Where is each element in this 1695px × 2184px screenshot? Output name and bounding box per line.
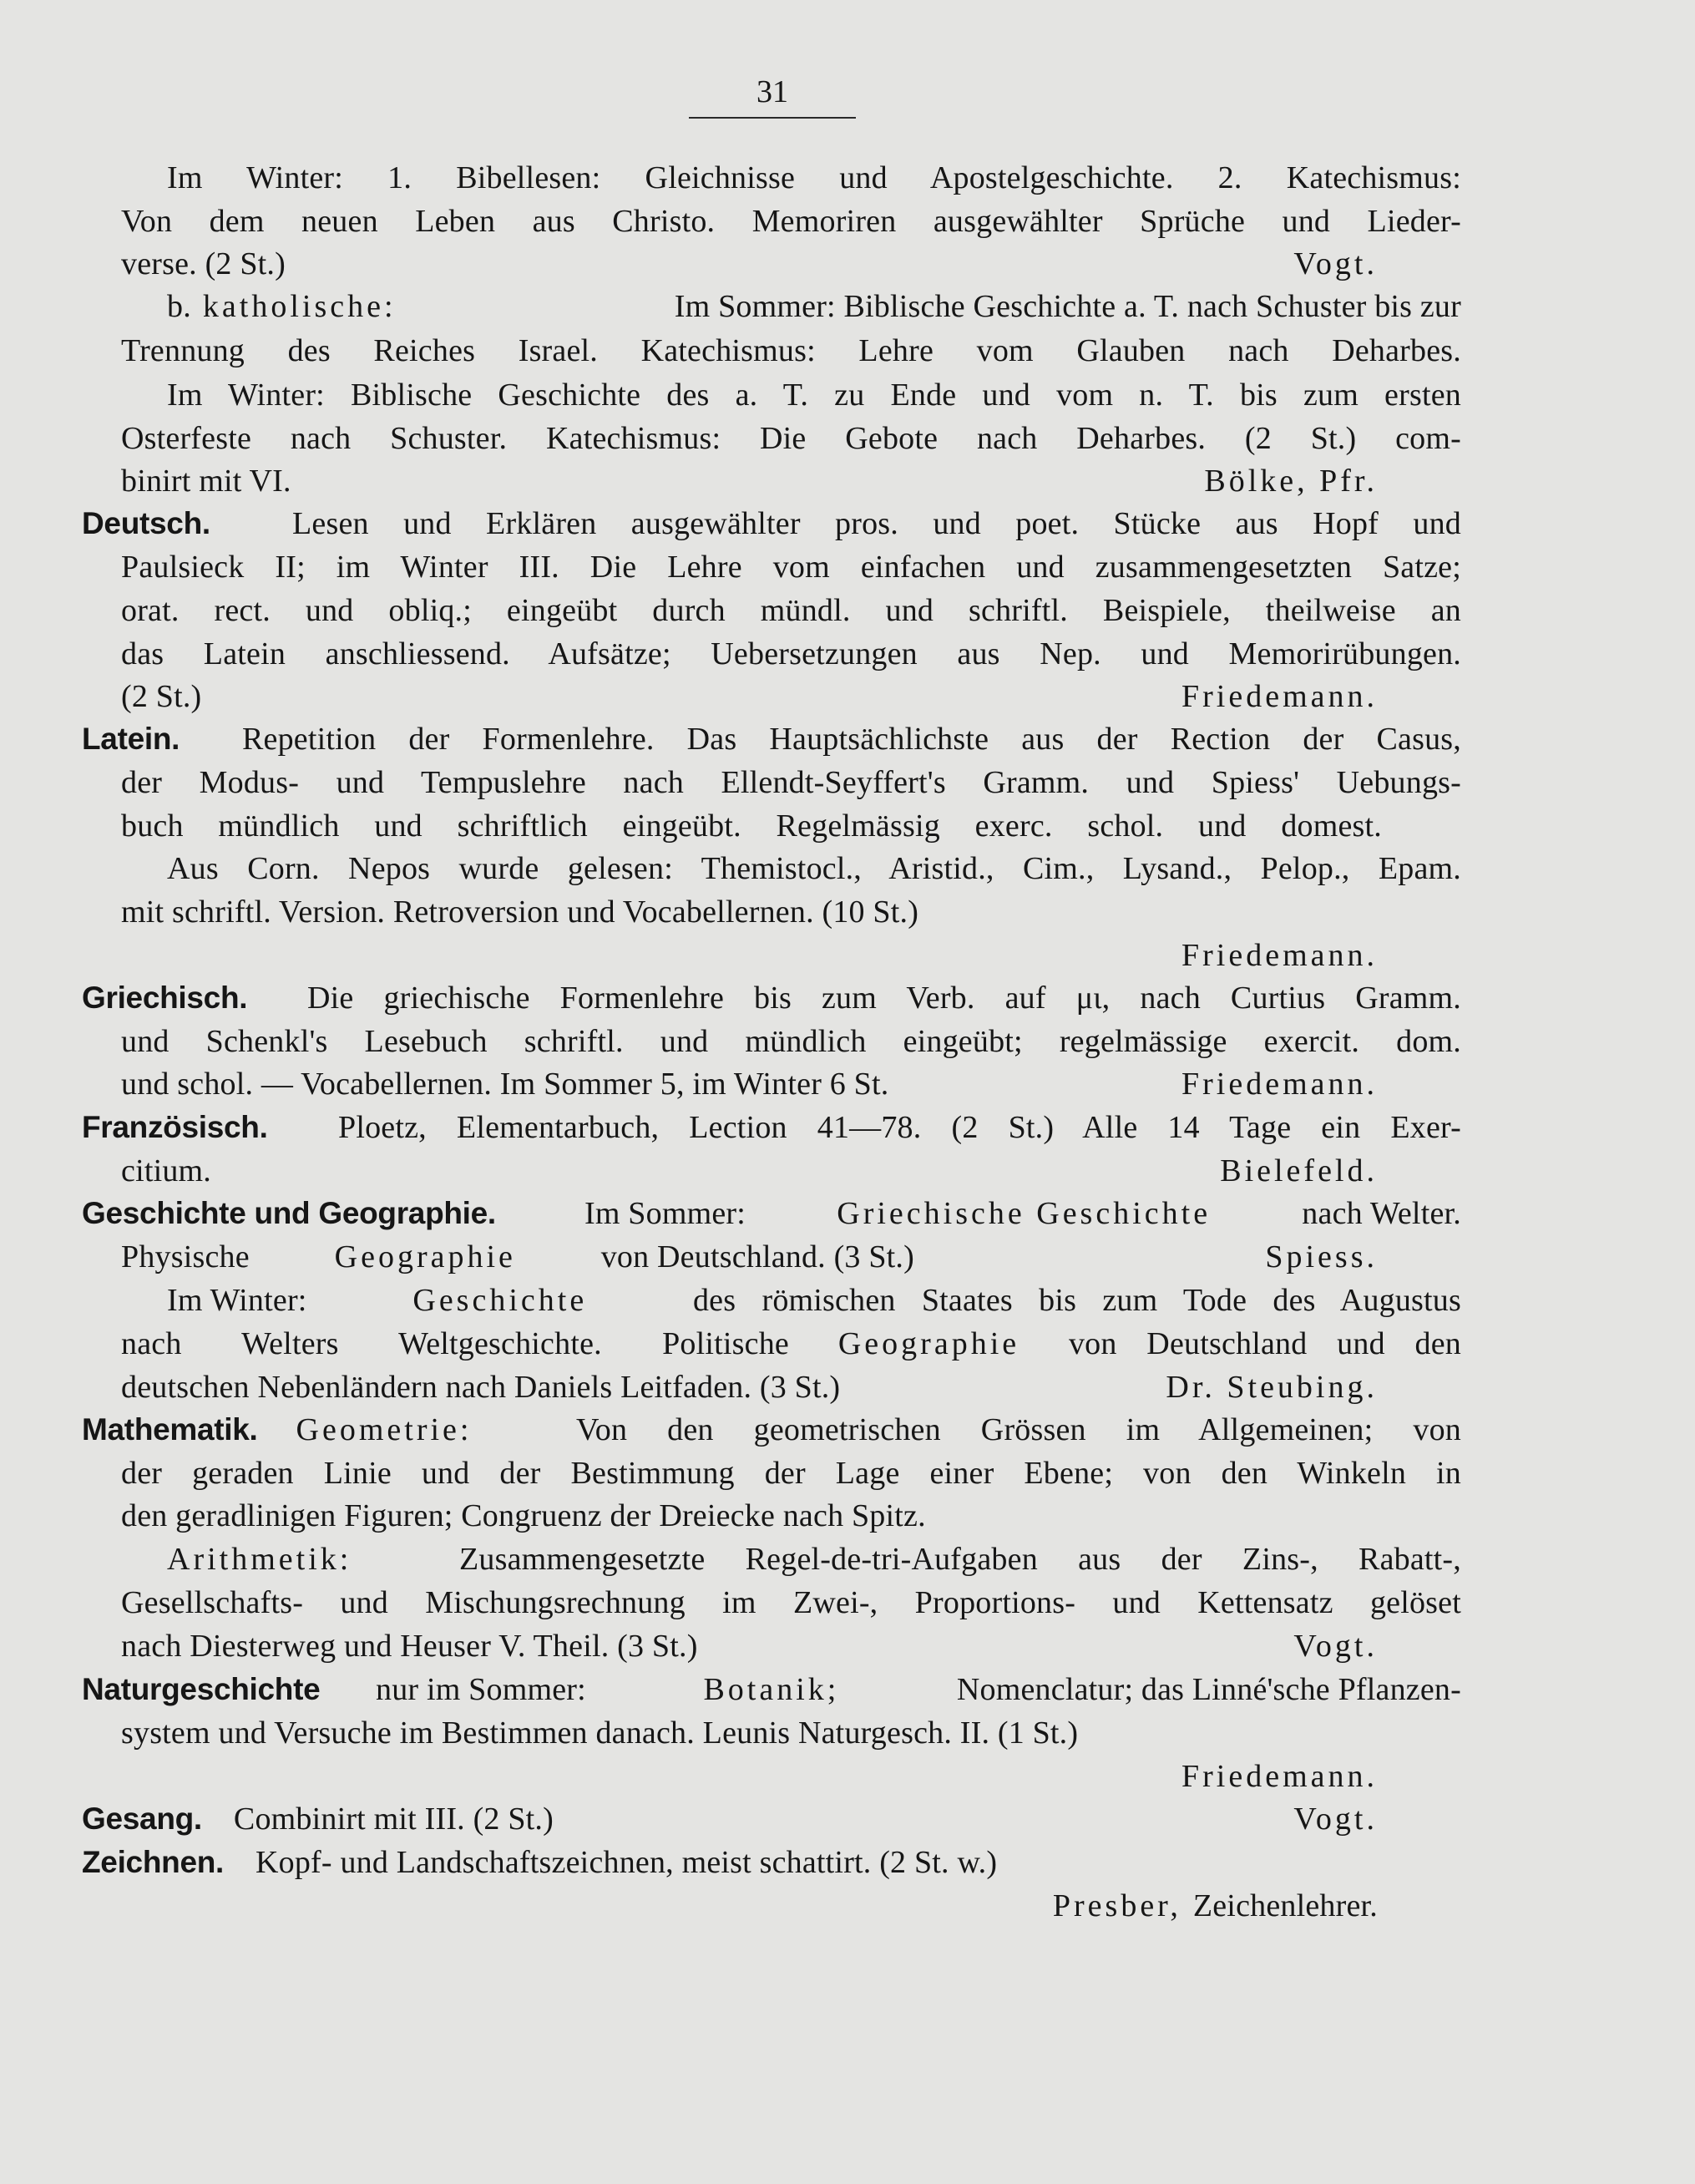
teacher-name: Vogt. — [1293, 246, 1378, 281]
text-line: Paulsieck II; im Winter III. Die Lehre vom einfachen und zusammengesetzten Satze; — [121, 550, 1461, 585]
text-span: Botanik; — [703, 1672, 840, 1707]
text-span: Ploetz, Elementarbuch, Lection 41—78. (2 St.) Alle 14 Tage ein Exer- — [338, 1110, 1461, 1145]
teacher-name: Friedemann. — [1181, 938, 1378, 973]
section-heading: Latein. — [82, 722, 180, 756]
text-span: Repetition der Formenlehre. Das Hauptsächlichste aus der Rection der Casus, — [242, 722, 1461, 757]
text-line: system und Versuche im Bestimmen danach. Leunis Naturgesch. II. (1 St.) — [121, 1715, 1079, 1751]
teacher-name: Friedemann. — [1181, 1759, 1378, 1794]
text-span: Presber, — [1052, 1888, 1181, 1923]
teacher-name: Bielefeld. — [1220, 1153, 1378, 1188]
text-line: nach Diesterweg und Heuser V. Theil. (3 St.) — [121, 1629, 698, 1664]
section-gesang — [82, 1798, 554, 1840]
text-line: verse. (2 St.) — [121, 246, 286, 281]
text-span: Combinirt mit III. (2 St.) — [233, 1801, 554, 1837]
text-span: Geometrie: — [296, 1412, 473, 1447]
teacher-name: Vogt. — [1293, 1801, 1378, 1837]
text-line: das Latein anschliessend. Aufsätze; Uebersetzungen aus Nep. und Memorirübungen. — [121, 636, 1461, 671]
text-span: Im Sommer: — [584, 1196, 746, 1231]
section-zeichnen — [82, 1842, 997, 1883]
text-span: Griechische Geschichte — [837, 1196, 1212, 1231]
text-line: Gesellschafts- und Mischungsrechnung im Zwei-, Proportions- und Kettensatz gelöset — [121, 1585, 1461, 1620]
text-span: von Deutschland. (3 St.) — [600, 1239, 914, 1274]
text-line: den geradlinigen Figuren; Congruenz der Dreiecke nach Spitz. — [121, 1498, 926, 1533]
teacher-name: Dr. Steubing. — [1166, 1370, 1378, 1405]
text-span: nur im Sommer: — [376, 1672, 586, 1707]
text-line: Von dem neuen Leben aus Christo. Memoriren ausgewählter Sprüche und Lieder- — [121, 204, 1461, 239]
text-line: deutschen Nebenländern nach Daniels Leitfaden. (3 St.) — [121, 1370, 841, 1405]
text-line: (2 St.) — [121, 679, 202, 714]
text-line: Trennung des Reiches Israel. Katechismus: Lehre vom Glauben nach Deharbes. — [121, 333, 1461, 368]
section-deutsch — [82, 503, 1461, 545]
text-span: des römischen Staates bis zum Tode des Augustus — [692, 1283, 1461, 1318]
section-heading: Französisch. — [82, 1110, 268, 1144]
teacher-name — [918, 1885, 1378, 1927]
text-span: Arithmetik: — [167, 1542, 352, 1577]
text-span: nach Welter. — [1302, 1196, 1461, 1231]
text-line: buch mündlich und schriftlich eingeübt. Regelmässig exerc. schol. und domest. — [121, 808, 1382, 844]
text-span: Zusammengesetzte Regel-de-tri-Aufgaben aus der Zins-, Rabatt-, — [459, 1542, 1461, 1577]
text-span — [376, 1669, 1461, 1710]
text-span: b. — [167, 289, 191, 324]
text-span: von Deutschland und den — [1068, 1326, 1461, 1361]
teacher-name: Friedemann. — [1181, 679, 1378, 714]
text-span: Physische — [121, 1239, 250, 1274]
text-span: Die griechische Formenlehre bis zum Verb. auf μι, nach Curtius Gramm. — [307, 981, 1461, 1016]
section-heading: Geschichte und Geographie. — [82, 1196, 496, 1230]
text-line: und Schenkl's Lesebuch schriftl. und mündlich eingeübt; regelmässige exercit. dom. — [121, 1024, 1461, 1059]
section-mathematik — [82, 1409, 1461, 1451]
text-span: Im Sommer: Biblische Geschichte a. T. nach Schuster bis zur — [674, 289, 1461, 324]
text-line: citium. — [121, 1153, 211, 1188]
text-span: nach Welters Weltgeschichte. Politische — [121, 1326, 789, 1361]
teacher-name: Bölke, Pfr. — [1204, 464, 1378, 499]
section-geschichte — [82, 1193, 1461, 1234]
section-heading: Gesang. — [82, 1801, 202, 1836]
section-griechisch — [82, 977, 1461, 1019]
text-span: Nomenclatur; das Linné'sche Pflanzen- — [956, 1672, 1461, 1707]
section-latein — [82, 718, 1461, 760]
text-span: Kopf- und Landschaftszeichnen, meist schattirt. (2 St. w.) — [256, 1845, 998, 1880]
text-line: Im Winter: Biblische Geschichte des a. T. zu Ende und vom n. T. bis zum ersten — [167, 378, 1461, 413]
text-line: binirt mit VI. — [121, 464, 291, 499]
text-line: der geraden Linie und der Bestimmung der Lage einer Ebene; von den Winkeln in — [121, 1456, 1461, 1491]
section-heading: Zeichnen. — [82, 1845, 224, 1879]
text-line: der Modus- und Tempuslehre nach Ellendt-Seyffert's Gramm. und Spiess' Uebungs- — [121, 765, 1461, 800]
text-line: und schol. — Vocabellernen. Im Sommer 5, im Winter 6 St. — [121, 1067, 889, 1102]
section-heading: Naturgeschichte — [82, 1672, 321, 1706]
text-span: Im Winter: — [167, 1283, 307, 1318]
teacher-name: Vogt. — [1293, 1629, 1378, 1664]
text-span: Von den geometrischen Grössen im Allgemeinen; von — [576, 1412, 1461, 1447]
text-span — [584, 1193, 1461, 1234]
text-line — [121, 1236, 914, 1278]
text-line — [167, 1279, 1461, 1321]
page-number-rule — [689, 117, 856, 119]
section-heading: Griechisch. — [82, 981, 248, 1015]
text-line: orat. rect. und obliq.; eingeübt durch mündl. und schriftl. Beispiele, theilweise an — [121, 593, 1461, 628]
text-line: Im Winter: 1. Bibellesen: Gleichnisse und Apostelgeschichte. 2. Katechismus: — [167, 160, 1461, 195]
text-line: Aus Corn. Nepos wurde gelesen: Themistocl., Aristid., Cim., Lysand., Pelop., Epam. — [167, 851, 1461, 886]
text-span: Geschichte — [412, 1283, 588, 1318]
text-span: Geographie — [837, 1326, 1020, 1361]
text-line — [121, 1323, 1461, 1365]
text-span: Lesen und Erklären ausgewählter pros. und poet. Stücke aus Hopf und — [292, 506, 1461, 541]
text-line — [167, 1538, 1461, 1580]
text-line: Osterfeste nach Schuster. Katechismus: Die Gebote nach Deharbes. (2 St.) com- — [121, 421, 1461, 456]
page-number: 31 — [756, 74, 788, 109]
teacher-name: Friedemann. — [1181, 1067, 1378, 1102]
section-heading: Mathematik. — [82, 1412, 258, 1447]
section-naturgeschichte — [82, 1669, 1461, 1710]
teacher-name: Spiess. — [1265, 1239, 1378, 1274]
section-franzoesisch — [82, 1107, 1461, 1148]
text-line: mit schriftl. Version. Retroversion und Vocabellernen. (10 St.) — [121, 894, 919, 930]
section-heading: Deutsch. — [82, 506, 210, 540]
text-span: Geographie — [334, 1239, 516, 1274]
text-span: katholische: — [202, 289, 397, 324]
text-span: Zeichenlehrer. — [1192, 1888, 1378, 1923]
text-line — [167, 286, 1461, 327]
